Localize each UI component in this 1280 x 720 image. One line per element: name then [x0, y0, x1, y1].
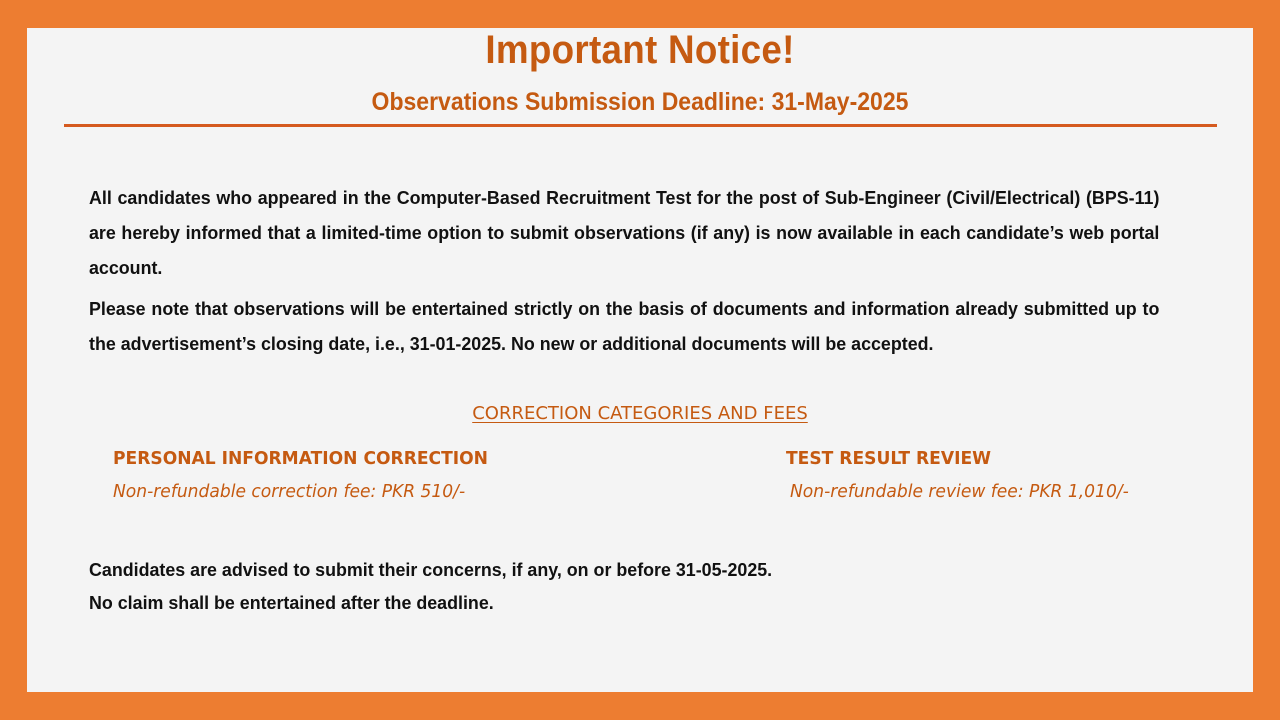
- categories-heading: CORRECTION CATEGORIES AND FEES: [472, 403, 808, 424]
- notice-title: Important Notice!: [485, 28, 795, 72]
- intro-paragraph: All candidates who appeared in the Computer-Based Recruitment Test for the post of Sub-Engineer (Civil/Electrical) (BPS-11) are hereby informed that a limited-time option to submit observations (if any) is now available in each candidate’s web portal account.: [89, 187, 1160, 278]
- test-result-review-fee: Non-refundable review fee: PKR 1,010/-: [790, 481, 1129, 502]
- test-result-review-title: TEST RESULT REVIEW: [786, 448, 992, 469]
- personal-info-correction-fee: Non-refundable correction fee: PKR 510/-: [113, 481, 466, 502]
- title-divider: [64, 124, 1217, 127]
- personal-info-correction-title: PERSONAL INFORMATION CORRECTION: [113, 448, 488, 469]
- deadline-subtitle: Observations Submission Deadline: 31-May-2025: [371, 88, 909, 116]
- closing-advice: Candidates are advised to submit their concerns, if any, on or before 31-05-2025.: [89, 559, 773, 580]
- closing-deadline-warning: No claim shall be entertained after the deadline.: [89, 592, 494, 613]
- documents-paragraph: Please note that observations will be entertained strictly on the basis of documents and information already submitted up to the advertisement’s closing date, i.e., 31-01-2025. No new or additional documents will be accepted.: [89, 298, 1160, 354]
